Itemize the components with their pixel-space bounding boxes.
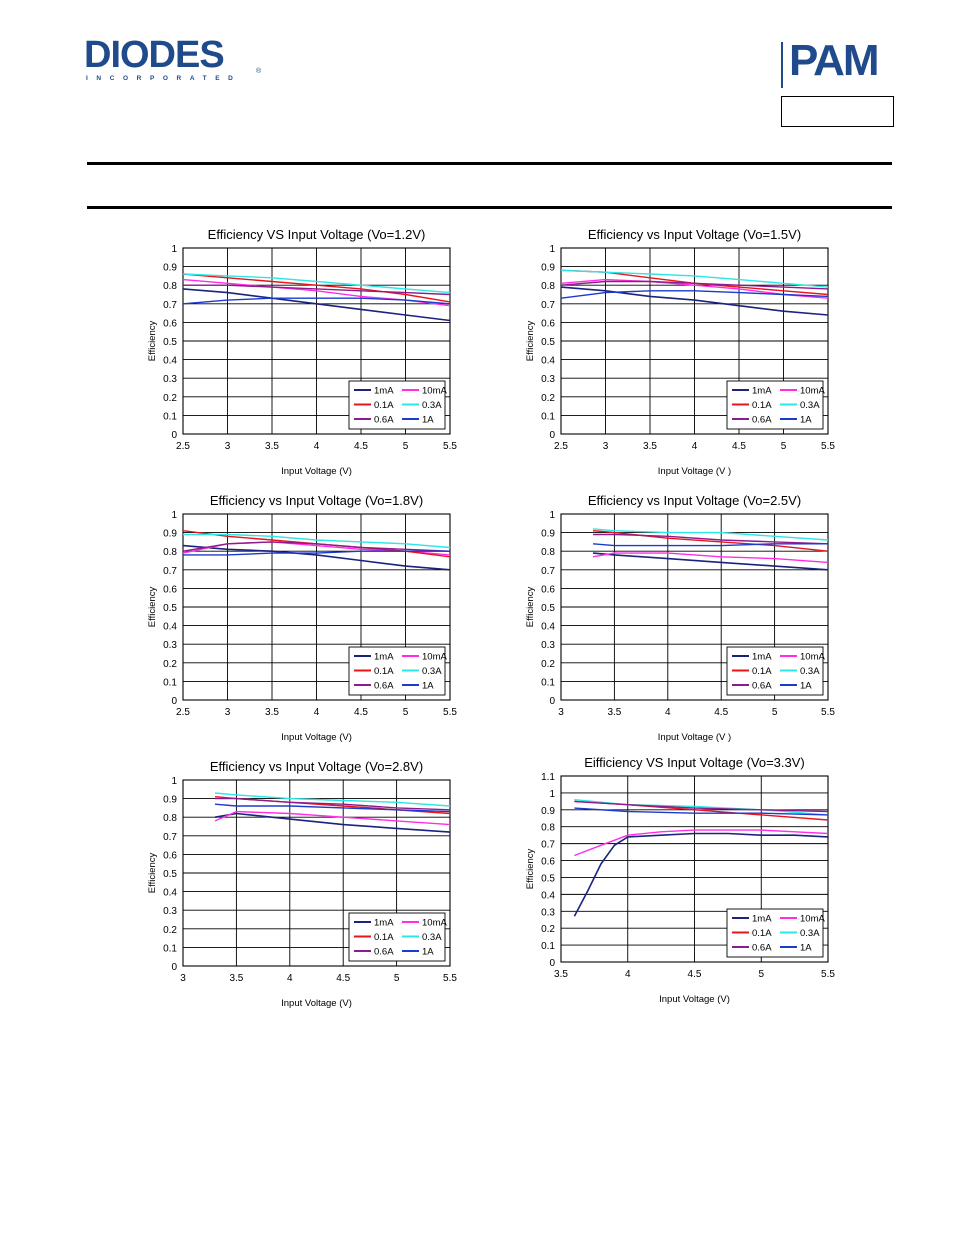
x-tick-label: 5.5 xyxy=(443,441,457,452)
y-tick-label: 0.1 xyxy=(163,677,177,689)
chart-legend xyxy=(727,647,825,695)
x-tick-label: 4.5 xyxy=(354,707,368,718)
legend-label: 1A xyxy=(422,946,434,958)
y-tick-label: 0.7 xyxy=(163,299,177,311)
y-tick-label: 0.1 xyxy=(541,677,555,689)
x-tick-label: 4 xyxy=(287,973,293,984)
chart-legend xyxy=(727,381,825,429)
x-tick-label: 5 xyxy=(780,441,787,452)
y-tick-label: 0 xyxy=(549,958,555,969)
legend-label: 10mA xyxy=(422,651,447,663)
y-tick-label: 0.2 xyxy=(541,392,555,404)
y-tick-label: 0.3 xyxy=(541,374,555,386)
legend-label: 10mA xyxy=(422,385,447,397)
y-tick-label: 0.8 xyxy=(541,281,555,293)
x-tick-label: 3 xyxy=(224,441,231,452)
header-rule-bottom xyxy=(87,206,892,209)
y-tick-label: 0.4 xyxy=(163,887,177,899)
x-tick-label: 5.5 xyxy=(443,973,457,984)
chart-vo-1-5v xyxy=(518,222,843,482)
chart-svg xyxy=(140,222,465,482)
y-tick-label: 0.2 xyxy=(541,924,555,936)
legend-label: 1mA xyxy=(374,385,394,397)
pam-logo xyxy=(781,36,896,88)
y-tick-label: 0.7 xyxy=(541,839,555,851)
legend-label: 10mA xyxy=(422,917,447,929)
y-tick-label: 0.5 xyxy=(163,869,177,880)
x-axis-label: Input Voltage (V) xyxy=(281,732,352,743)
x-tick-label: 2.5 xyxy=(554,441,568,452)
x-axis-label: Input Voltage (V) xyxy=(281,466,352,477)
chart-svg xyxy=(140,488,465,748)
y-tick-label: 0.3 xyxy=(163,640,177,652)
y-tick-label: 0.6 xyxy=(541,318,555,330)
legend-label: 0.6A xyxy=(374,414,394,426)
x-tick-label: 3 xyxy=(180,973,186,984)
series-line-0-6a xyxy=(593,535,828,544)
legend-label: 0.3A xyxy=(422,932,442,943)
y-axis-label: Efficiency xyxy=(525,320,536,362)
chart-title: Eifficiency VS Input Voltage (Vo=3.3V) xyxy=(584,755,805,770)
x-tick-label: 3.5 xyxy=(265,707,279,718)
y-tick-label: 0.1 xyxy=(163,943,177,955)
y-tick-label: 0.4 xyxy=(541,355,555,367)
y-axis-label: Efficiency xyxy=(525,848,536,890)
x-tick-label: 2.5 xyxy=(176,441,190,452)
y-tick-label: 0 xyxy=(549,430,555,441)
chart-vo-1-8v xyxy=(140,488,465,748)
x-tick-label: 5 xyxy=(402,707,409,718)
y-tick-label: 0 xyxy=(549,696,555,707)
y-tick-label: 0.9 xyxy=(541,528,555,540)
legend-label: 10mA xyxy=(800,385,825,397)
legend-label: 0.6A xyxy=(374,946,394,958)
y-tick-label: 0.9 xyxy=(163,262,177,274)
legend-label: 1A xyxy=(422,680,434,692)
chart-vo-1-2v xyxy=(140,222,465,482)
x-tick-label: 5 xyxy=(402,441,409,452)
diodes-logo-text: DIODES xyxy=(84,34,224,76)
y-tick-label: 1 xyxy=(171,510,177,521)
legend-label: 1mA xyxy=(374,651,394,663)
chart-title: Efficiency vs Input Voltage (Vo=1.8V) xyxy=(209,493,424,508)
diodes-logo xyxy=(84,34,264,88)
series-line-1a xyxy=(593,544,828,546)
legend-label: 0.1A xyxy=(374,932,394,943)
legend-label: 10mA xyxy=(800,651,825,663)
y-tick-label: 0.4 xyxy=(163,621,177,633)
x-tick-label: 4.5 xyxy=(354,441,368,452)
y-tick-label: 0.8 xyxy=(541,822,555,834)
y-tick-label: 0.7 xyxy=(541,299,555,311)
x-axis-label: Input Voltage (V ) xyxy=(657,466,732,477)
chart-svg xyxy=(140,754,465,1014)
y-tick-label: 0.5 xyxy=(541,873,555,885)
y-tick-label: 0.8 xyxy=(163,813,177,825)
y-tick-label: 0.8 xyxy=(541,547,555,559)
chart-svg xyxy=(518,750,843,1012)
y-tick-label: 0 xyxy=(171,962,177,973)
y-tick-label: 0.6 xyxy=(163,584,177,596)
pam-logo-text: PAM xyxy=(789,36,878,85)
y-tick-label: 0.4 xyxy=(163,355,177,367)
legend-label: 1A xyxy=(800,680,812,692)
y-tick-label: 0.2 xyxy=(163,658,177,670)
legend-label: 0.3A xyxy=(800,666,820,677)
chart-vo-2-5v xyxy=(518,488,843,748)
legend-label: 0.3A xyxy=(422,400,442,411)
chart-legend xyxy=(727,909,825,957)
series-line-1ma xyxy=(574,834,828,917)
x-tick-label: 3 xyxy=(558,707,564,718)
legend-label: 0.3A xyxy=(800,928,820,939)
y-tick-label: 0.8 xyxy=(163,281,177,293)
y-tick-label: 1 xyxy=(549,788,555,800)
x-tick-label: 5.5 xyxy=(821,441,835,452)
legend-label: 1mA xyxy=(752,913,772,925)
y-axis-label: Efficiency xyxy=(147,586,158,628)
x-tick-label: 4.5 xyxy=(714,707,729,718)
y-tick-label: 0.6 xyxy=(541,584,555,596)
y-tick-label: 0.8 xyxy=(163,547,177,559)
y-tick-label: 0.6 xyxy=(163,318,177,330)
legend-label: 0.1A xyxy=(374,400,394,411)
legend-label: 10mA xyxy=(800,913,825,925)
chart-legend xyxy=(349,913,447,961)
chart-legend xyxy=(349,381,447,429)
x-tick-label: 3 xyxy=(602,441,609,452)
y-tick-label: 0.7 xyxy=(163,565,177,577)
y-tick-label: 0.9 xyxy=(541,262,555,274)
y-tick-label: 0.5 xyxy=(541,337,555,348)
legend-label: 0.1A xyxy=(752,666,772,677)
legend-label: 1mA xyxy=(374,917,394,929)
x-tick-label: 4.5 xyxy=(732,441,746,452)
legend-label: 1mA xyxy=(752,385,772,397)
legend-label: 1mA xyxy=(752,651,772,663)
x-tick-label: 4.5 xyxy=(336,973,351,984)
y-tick-label: 0.9 xyxy=(163,794,177,806)
y-tick-label: 1 xyxy=(549,510,555,521)
x-tick-label: 4 xyxy=(313,707,320,718)
y-tick-label: 0.1 xyxy=(163,411,177,423)
chart-title: Efficiency vs Input Voltage (Vo=2.8V) xyxy=(209,759,424,774)
pam-logo-bar xyxy=(781,42,783,88)
y-tick-label: 0.5 xyxy=(541,603,555,614)
y-tick-label: 0.1 xyxy=(541,411,555,423)
legend-label: 0.3A xyxy=(800,400,820,411)
x-tick-label: 5.5 xyxy=(821,969,835,980)
part-number-box xyxy=(781,96,894,127)
header-rule-top xyxy=(87,162,892,165)
y-tick-label: 0.9 xyxy=(163,528,177,540)
y-tick-label: 0.4 xyxy=(541,621,555,633)
y-tick-label: 0.3 xyxy=(541,640,555,652)
chart-legend xyxy=(349,647,447,695)
x-axis-label: Input Voltage (V ) xyxy=(657,732,732,743)
x-tick-label: 3.5 xyxy=(229,973,244,984)
legend-label: 0.1A xyxy=(374,666,394,677)
x-tick-label: 3.5 xyxy=(643,441,657,452)
series-line-10ma xyxy=(215,812,450,825)
y-tick-label: 0.3 xyxy=(163,374,177,386)
x-tick-label: 3.5 xyxy=(607,707,622,718)
x-axis-label: Input Voltage (V) xyxy=(281,998,352,1009)
y-tick-label: 0.9 xyxy=(541,805,555,817)
registered-mark: ® xyxy=(256,68,262,75)
y-tick-label: 0.2 xyxy=(163,392,177,404)
y-tick-label: 1 xyxy=(171,776,177,787)
y-tick-label: 0.7 xyxy=(163,831,177,843)
y-axis-label: Efficiency xyxy=(525,586,536,628)
y-tick-label: 0.5 xyxy=(163,603,177,614)
x-tick-label: 4 xyxy=(313,441,320,452)
legend-label: 0.3A xyxy=(422,666,442,677)
x-tick-label: 3 xyxy=(224,707,231,718)
x-tick-label: 5.5 xyxy=(443,707,457,718)
chart-vo-3-3v xyxy=(518,750,843,1012)
chart-svg xyxy=(518,222,843,482)
legend-label: 0.6A xyxy=(374,680,394,692)
y-tick-label: 0.3 xyxy=(541,907,555,919)
y-tick-label: 0.4 xyxy=(541,890,555,902)
x-tick-label: 4.5 xyxy=(687,969,702,980)
legend-label: 0.6A xyxy=(752,414,772,426)
y-tick-label: 0.1 xyxy=(541,941,555,953)
chart-title: Efficiency vs Input Voltage (Vo=1.5V) xyxy=(587,227,802,242)
x-tick-label: 4 xyxy=(665,707,671,718)
x-tick-label: 3.5 xyxy=(265,441,279,452)
x-tick-label: 3.5 xyxy=(554,969,568,980)
y-tick-label: 0.7 xyxy=(541,565,555,577)
y-tick-label: 0.5 xyxy=(163,337,177,348)
x-tick-label: 5 xyxy=(393,973,400,984)
legend-label: 1A xyxy=(800,414,812,426)
x-axis-label: Input Voltage (V) xyxy=(659,994,730,1005)
y-tick-label: 0.2 xyxy=(541,658,555,670)
chart-title: Efficiency VS Input Voltage (Vo=1.2V) xyxy=(207,227,426,242)
chart-title: Efficiency vs Input Voltage (Vo=2.5V) xyxy=(587,493,802,508)
y-tick-label: 0.6 xyxy=(541,856,555,868)
legend-label: 0.1A xyxy=(752,400,772,411)
y-axis-label: Efficiency xyxy=(147,852,158,894)
y-tick-label: 0.2 xyxy=(163,924,177,936)
legend-label: 1A xyxy=(800,942,812,954)
chart-vo-2-8v xyxy=(140,754,465,1014)
legend-label: 0.1A xyxy=(752,928,772,939)
y-tick-label: 1 xyxy=(171,244,177,255)
y-tick-label: 1 xyxy=(549,244,555,255)
y-tick-label: 1.1 xyxy=(541,772,555,783)
y-axis-label: Efficiency xyxy=(147,320,158,362)
legend-label: 0.6A xyxy=(752,942,772,954)
y-tick-label: 0.3 xyxy=(163,906,177,918)
diodes-logo-subtext: INCORPORATED xyxy=(86,75,242,82)
x-tick-label: 5.5 xyxy=(821,707,835,718)
y-tick-label: 0 xyxy=(171,696,177,707)
legend-label: 0.6A xyxy=(752,680,772,692)
y-tick-label: 0 xyxy=(171,430,177,441)
x-tick-label: 4 xyxy=(624,969,631,980)
chart-svg xyxy=(518,488,843,748)
x-tick-label: 2.5 xyxy=(176,707,190,718)
series-line-0-1a xyxy=(593,531,828,552)
x-tick-label: 4 xyxy=(691,441,698,452)
y-tick-label: 0.6 xyxy=(163,850,177,862)
x-tick-label: 5 xyxy=(758,969,765,980)
x-tick-label: 5 xyxy=(771,707,778,718)
legend-label: 1A xyxy=(422,414,434,426)
